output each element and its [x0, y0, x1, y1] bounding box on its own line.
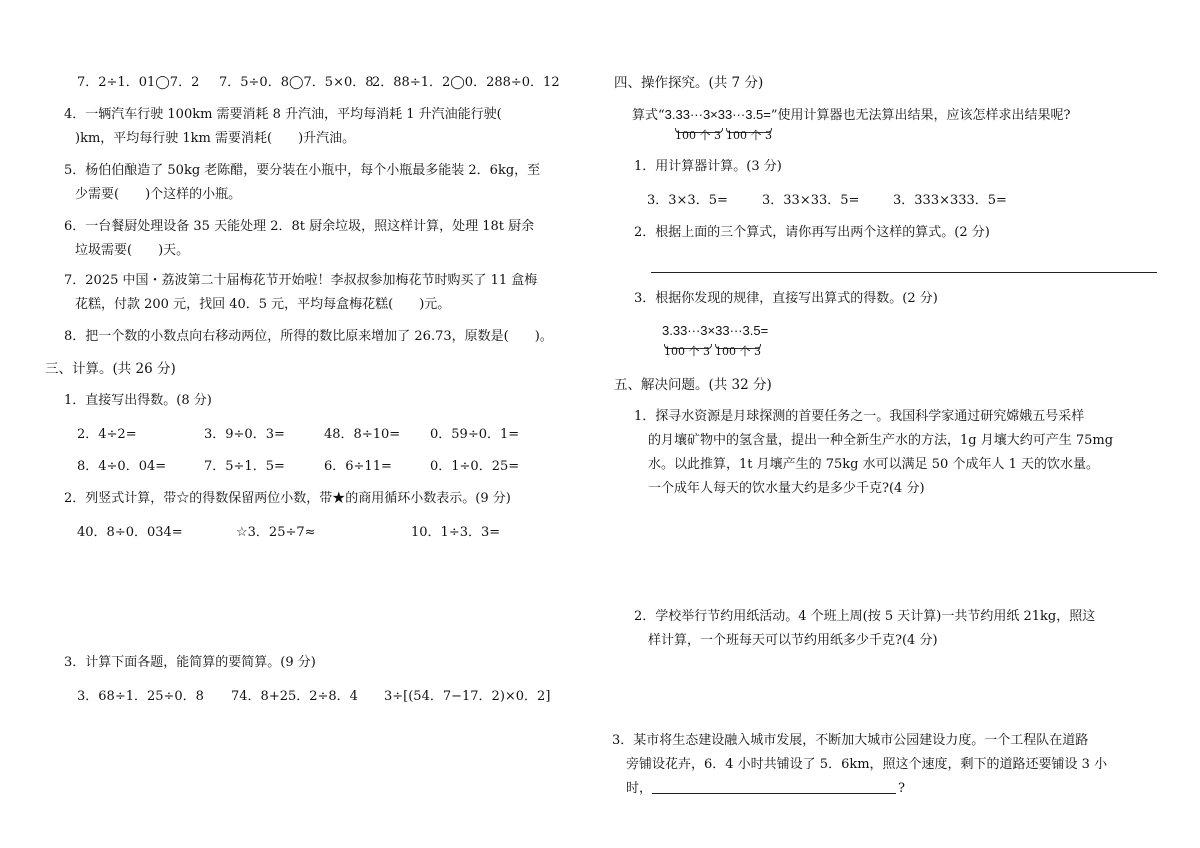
problem-2-line-2: 样计算，一个班每天可以节约用纸多少千克?(4 分) [648, 633, 938, 648]
question-6-line-2: 垃圾需要( )天。 [75, 243, 190, 258]
compare-item-3: 2．88÷1．2◯0．288÷0．12 [372, 75, 560, 90]
question-7-line-1: 7．2025 中国・荔波第二十届梅花节开始啦！李叔叔参加梅花节时购买了 11 盒梅 [64, 273, 538, 288]
compare-item-2: 7．5÷0．8◯7．5×0．8 [219, 75, 374, 90]
problem-3-line-1: 3．某市将生态建设融入城市发展，不断加大城市公园建设力度。一个工程队在道路 [612, 733, 1089, 748]
intro-text-end: ”使用计算器也无法算出结果，应该怎样求出结果呢? [770, 108, 1071, 123]
problem-2-line-1: 2．学校举行节约用纸活动。4 个班上周(按 5 天计算)一共节约用纸 21kg，照这 [634, 609, 1096, 624]
section-4-q3: 3．根据你发现的规律，直接写出算式的得数。(2 分) [634, 291, 938, 306]
calculator-item: 3．3×3．5= [647, 193, 728, 208]
calculator-item: 3．333×333．5= [893, 193, 1007, 208]
simplify-calc-item: 3．68÷1．25÷0．8 [77, 689, 204, 704]
problem-1-line-2: 的月壤矿物中的氢含量，提出一种全新生产水的方法，1g 月壤大约可产生 75mg [648, 433, 1114, 448]
brace-label-4: 100 个 3 [715, 345, 761, 358]
problem-1-line-3: 水。以此推算，1t 月壤产生的 75kg 水可以满足 50 个成年人 1 天的饮水量。 [648, 457, 1099, 472]
section-5-heading: 五、解决问题。(共 32 分) [614, 377, 772, 393]
intro-expression: 3.33···3×33···3.5= [664, 107, 771, 122]
oral-calc-item: 48．8÷10= [324, 427, 401, 442]
section-4-q2: 2．根据上面的三个算式，请你再写出两个这样的算式。(2 分) [634, 225, 990, 240]
intro-text-start: 算式“ [632, 108, 665, 123]
brace-label-2: 100 个 3 [726, 129, 772, 142]
pattern-expression: 3.33···3×33···3.5= [662, 323, 769, 338]
question-8: 8．把一个数的小数点向右移动两位，所得的数比原来增加了 26.73，原数是( )。 [64, 329, 553, 344]
section-4-q1: 1．用计算器计算。(3 分) [634, 159, 782, 174]
section-4-heading: 四、操作探究。(共 7 分) [614, 75, 764, 91]
problem-3-line-2: 旁铺设花卉，6．4 小时共铺设了 5．6km，照这个速度，剩下的道路还要铺设 3 小 [626, 757, 1108, 772]
question-6-line-1: 6．一台餐厨处理设备 35 天能处理 2．8t 厨余垃圾，照这样计算，处理 18t 厨余 [64, 219, 535, 234]
simplify-calc-item: 3÷[(54．7−17．2)×0．2] [384, 689, 551, 704]
problem-1-line-4: 一个成年人每天的饮水量大约是多少千克?(4 分) [648, 481, 925, 496]
section-3-q3: 3．计算下面各题，能简算的要简算。(9 分) [64, 655, 316, 670]
simplify-calc-item: 74．8+25．2÷8．4 [231, 689, 358, 704]
question-7-line-2: 花糕，付款 200 元，找回 40．5 元，平均每盒梅花糕( )元。 [75, 297, 451, 312]
question-4-line-1: 4．一辆汽车行驶 100km 需要消耗 8 升汽油，平均每消耗 1 升汽油能行驶( [64, 107, 502, 122]
brace-label-3: 100 个 3 [664, 345, 710, 358]
question-5-line-1: 5．杨伯伯酿造了 50kg 老陈醋，要分装在小瓶中，每个小瓶最多能装 2．6kg，至 [64, 163, 541, 178]
oral-calc-item: 6．6÷11= [324, 459, 392, 474]
oral-calc-item: 0．59÷0．1= [430, 427, 520, 442]
section-3-q1: 1．直接写出得数。(8 分) [64, 393, 212, 408]
answer-line [651, 272, 1157, 273]
problem-1-line-1: 1．探寻水资源是月球探测的首要任务之一。我国科学家通过研究嫦娥五号采样 [634, 409, 1085, 424]
section-3-heading: 三、计算。(共 26 分) [45, 361, 176, 377]
compare-item-1: 7．2÷1．01◯7．2 [77, 75, 200, 90]
vertical-calc-item: 40．8÷0．034= [77, 525, 183, 540]
oral-calc-item: 2．4÷2= [77, 427, 137, 442]
calculator-item: 3．33×33．5= [762, 193, 860, 208]
oral-calc-item: 7．5÷1．5= [204, 459, 285, 474]
vertical-calc-item: ☆3．25÷7≈ [236, 525, 316, 540]
answer-blank [652, 793, 896, 794]
problem-3-end: ? [898, 781, 905, 796]
oral-calc-item: 3．9÷0．3= [204, 427, 285, 442]
oral-calc-item: 8．4÷0．04= [77, 459, 167, 474]
vertical-calc-item: 10．1÷3．3= [411, 525, 501, 540]
brace-label-1: 100 个 3 [675, 129, 721, 142]
question-5-line-2: 少需要( )个这样的小瓶。 [75, 187, 242, 202]
problem-3-line-3: 时， [626, 781, 653, 796]
section-3-q2: 2．列竖式计算，带☆的得数保留两位小数，带★的商用循环小数表示。(9 分) [64, 491, 511, 506]
oral-calc-item: 0．1÷0．25= [430, 459, 520, 474]
question-4-line-2: )km，平均每行驶 1km 需要消耗( )升汽油。 [75, 131, 356, 146]
